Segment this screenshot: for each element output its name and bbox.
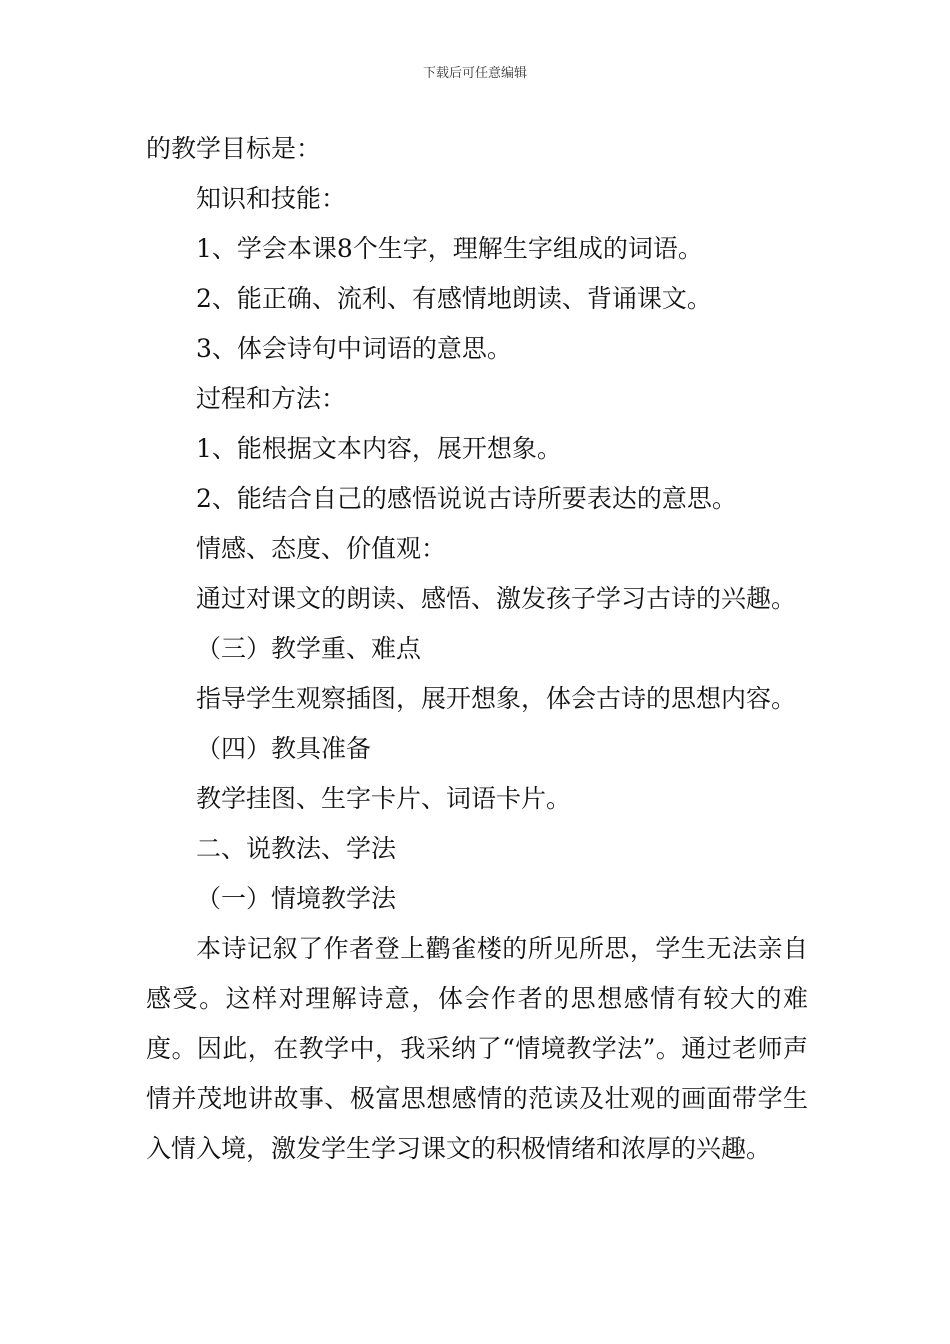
list-item: 1、能根据文本内容，展开想象。 <box>196 434 562 463</box>
document-body <box>146 124 808 1174</box>
text-line: 的教学目标是： <box>146 134 322 163</box>
list-item: 2、能结合自己的感悟说说古诗所要表达的意思。 <box>196 484 737 513</box>
section-heading: （一）情境教学法 <box>196 884 397 913</box>
text-line: 指导学生观察插图，展开想象，体会古诗的思想内容。 <box>196 684 797 713</box>
list-item: 1、学会本课8个生字，理解生字组成的词语。 <box>196 234 703 263</box>
section-heading: （四）教具准备 <box>196 734 372 763</box>
text-line: 通过对课文的朗读、感悟、激发孩子学习古诗的兴趣。 <box>196 584 797 613</box>
list-item: 2、能正确、流利、有感情地朗读、背诵课文。 <box>196 284 712 313</box>
section-heading: （三）教学重、难点 <box>196 634 422 663</box>
list-item: 3、体会诗句中词语的意思。 <box>196 334 512 363</box>
section-heading: 二、说教法、学法 <box>196 834 397 863</box>
text-line: 教学挂图、生字卡片、词语卡片。 <box>196 784 572 813</box>
body-paragraph: 本诗记叙了作者登上鹳雀楼的所见所思，学生无法亲自感受。这样对理解诗意，体会作者的思想感情有较大的难度。因此，在教学中，我采纳了“情境教学法”。通过老师声情并茂地讲故事、极富思想感情的范读及壮观的画面带学生入情入境，激发学生学习课文的积极情绪和浓厚的兴趣。 <box>146 934 808 1163</box>
section-heading: 情感、态度、价值观： <box>196 534 447 563</box>
section-heading: 知识和技能： <box>196 184 347 213</box>
page-header-note: 下载后可任意编辑 <box>422 66 527 81</box>
section-heading: 过程和方法： <box>196 384 347 413</box>
